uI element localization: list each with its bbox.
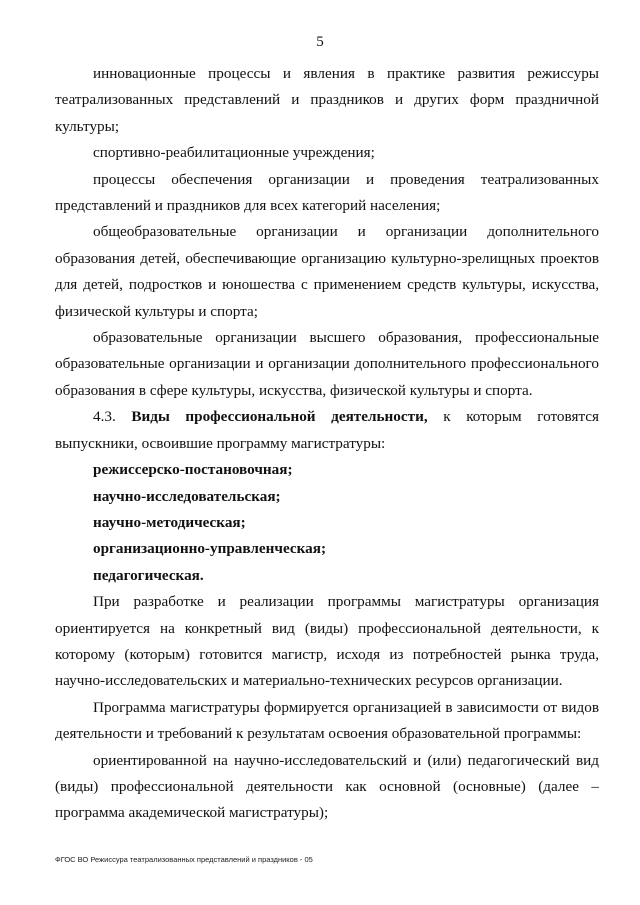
paragraph: При разработке и реализации программы магистратуры организация ориентируется на конкретный вид (виды) профессиональной деятельности, к которому (которым) готовится магистр, исходя из потребностей рынка труда, научно-исследовательских и материально-технических ресурсов организации. <box>55 593 599 690</box>
section-number: 4.3. <box>93 408 116 426</box>
activity-type-item: научно-исследовательская; <box>93 487 281 505</box>
activity-type-item: режиссерско-постановочная; <box>93 461 293 479</box>
activity-type-item: научно-методическая; <box>93 513 246 531</box>
document-body <box>55 61 599 827</box>
document-footer: ФГОС ВО Режиссура театрализованных представлений и праздников - 05 <box>55 855 313 864</box>
section-text: к которым готовятся выпускники, освоившие программу магистратуры: <box>55 408 600 452</box>
section-bold-text: Виды профессиональной деятельности, <box>131 408 428 426</box>
paragraph: процессы обеспечения организации и проведения театрализованных представлений и праздников для всех категорий населения; <box>55 170 599 215</box>
section-heading-paragraph <box>55 404 599 457</box>
paragraph: общеобразовательные организации и организации дополнительного образования детей, обеспечивающие организацию культурно-зрелищных проектов для детей, подростков и юношества с применением средств культуры, искусства, физической культуры и спорта; <box>55 223 599 320</box>
page-number: 5 <box>316 34 324 50</box>
paragraph: спортивно-реабилитационные учреждения; <box>93 144 375 162</box>
paragraph: ориентированной на научно-исследовательский и (или) педагогический вид (виды) профессиональной деятельности как основной (основные) (далее – программа академической магистратуры); <box>55 751 599 822</box>
activity-type-item: педагогическая. <box>93 566 204 584</box>
paragraph: Программа магистратуры формируется организацией в зависимости от видов деятельности и требований к результатам освоения образовательной программы: <box>55 698 599 743</box>
paragraph: образовательные организации высшего образования, профессиональные образовательные организации и организации дополнительного профессионального образования в сфере культуры, искусства, физической культуры и спорта. <box>55 329 599 399</box>
activity-type-item: организационно-управленческая; <box>93 540 326 558</box>
paragraph: инновационные процессы и явления в практике развития режиссуры театрализованных представлений и праздников и других форм праздничной культуры; <box>55 65 599 135</box>
